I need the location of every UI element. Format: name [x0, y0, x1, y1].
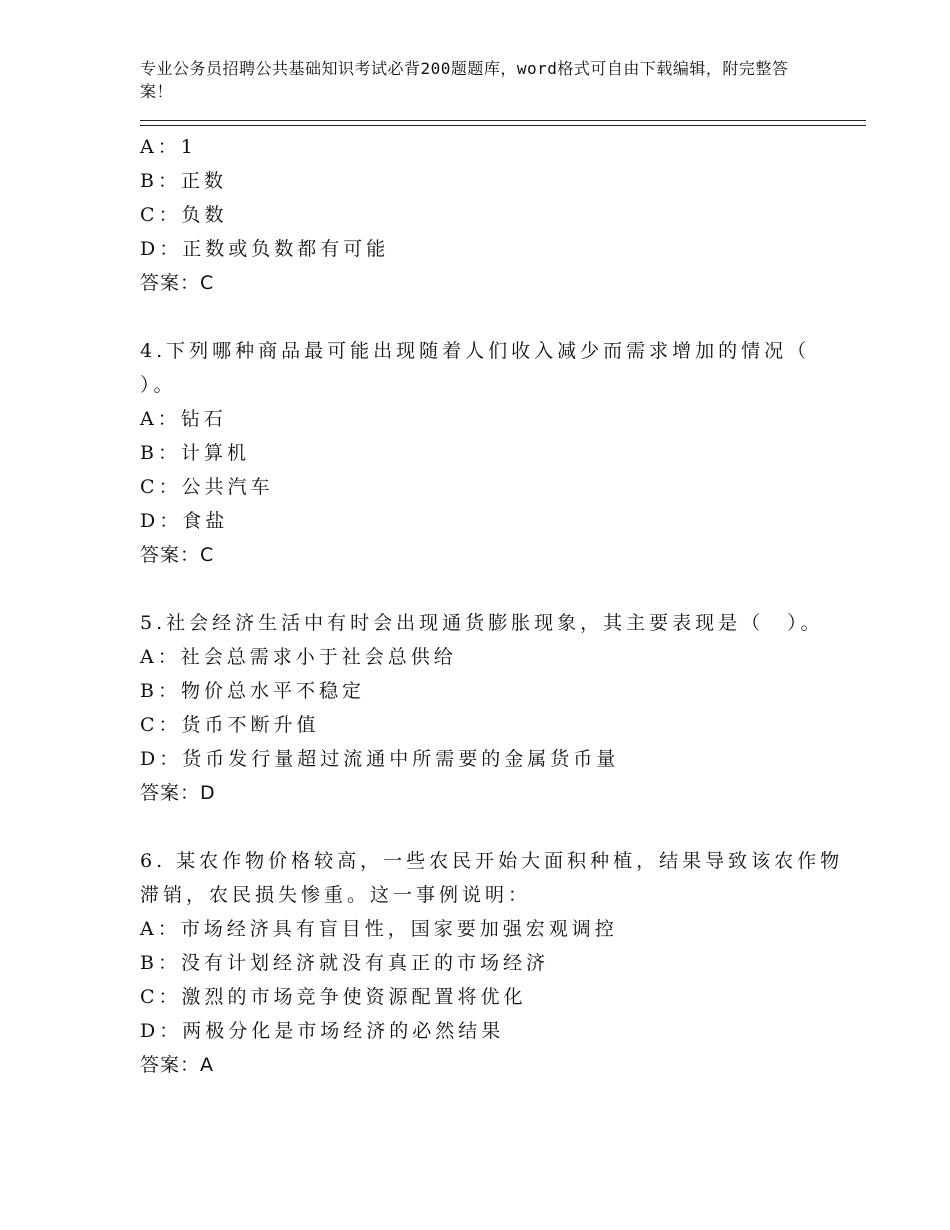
option-b: B：没有计划经济就没有真正的市场经济: [140, 952, 549, 974]
answer-line: 答案：D: [140, 782, 216, 804]
option-b: B：正数: [140, 170, 227, 192]
question-stem: ）。: [140, 374, 177, 396]
option-d: D：货币发行量超过流通中所需要的金属货币量: [140, 748, 620, 770]
option-c: C：货币不断升值: [140, 714, 320, 736]
question-spacer: [140, 300, 840, 334]
question-6: [140, 844, 844, 1082]
question-stem: 5.社会经济生活中有时会出现通货膨胀现象，其主要表现是（ ）。: [140, 612, 824, 634]
answer-line: 答案：C: [140, 544, 215, 566]
option-b: B：物价总水平不稳定: [140, 680, 365, 702]
option-d: D：正数或负数都有可能: [140, 238, 390, 260]
question-3-partial: [140, 130, 840, 300]
question-stem: 滞销，农民损失惨重。这一事例说明：: [140, 884, 532, 906]
question-5: [140, 606, 840, 810]
option-d: D：食盐: [140, 510, 229, 532]
document-header: 专业公务员招聘公共基础知识考试必背200题题库，word格式可自由下载编辑，附完整答案！: [140, 59, 789, 101]
answer-line: 答案：A: [140, 1054, 214, 1076]
question-list: [140, 130, 844, 1082]
question-spacer: [140, 572, 840, 606]
option-b: B：计算机: [140, 442, 250, 464]
option-c: C：激烈的市场竞争使资源配置将优化: [140, 986, 527, 1008]
question-stem: 4.下列哪种商品最可能出现随着人们收入减少而需求增加的情况（: [140, 340, 811, 362]
option-a: A：市场经济具有盲目性，国家要加强宏观调控: [140, 918, 618, 940]
option-c: C：公共汽车: [140, 476, 274, 498]
header-rule-top: [140, 120, 866, 121]
question-stem: 6. 某农作物价格较高，一些农民开始大面积种植，结果导致该农作物: [140, 850, 844, 872]
question-4: [140, 334, 840, 572]
option-d: D：两极分化是市场经济的必然结果: [140, 1020, 505, 1042]
option-c: C：负数: [140, 204, 228, 226]
answer-line: 答案：C: [140, 272, 215, 294]
option-a: A：钻石: [140, 408, 227, 430]
option-a: A：1: [140, 136, 197, 158]
header-rule-bottom: [140, 125, 866, 126]
question-spacer: [140, 810, 840, 844]
option-a: A：社会总需求小于社会总供给: [140, 646, 457, 668]
